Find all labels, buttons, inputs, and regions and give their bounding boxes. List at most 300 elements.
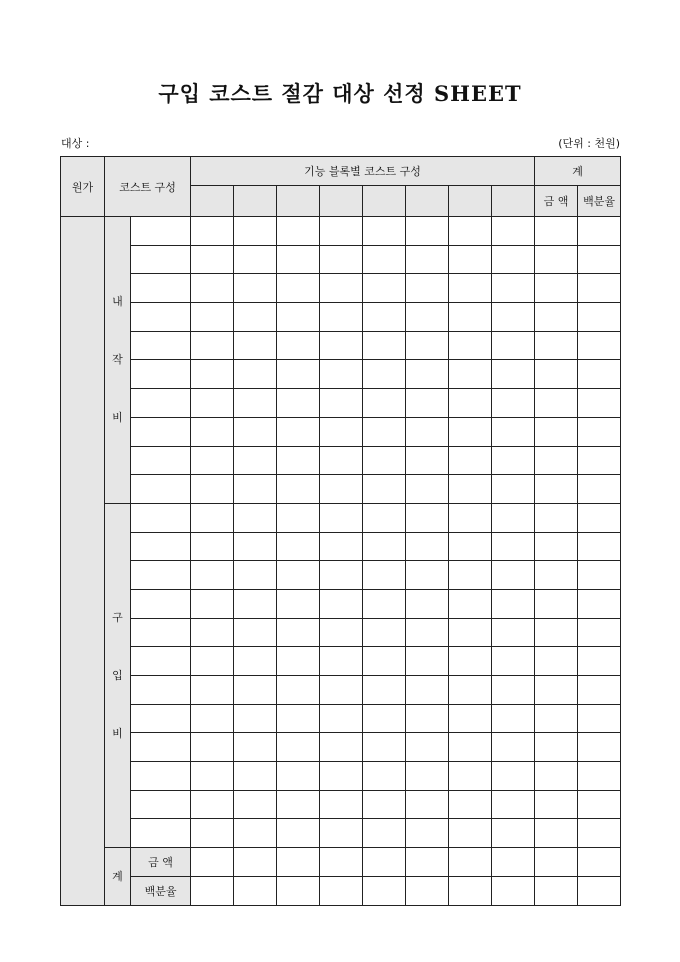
- block-value-cell[interactable]: [277, 417, 320, 446]
- block-value-cell[interactable]: [191, 245, 234, 274]
- block-value-cell[interactable]: [492, 848, 535, 877]
- total-amount-cell[interactable]: [535, 331, 578, 360]
- total-amount-cell[interactable]: [535, 274, 578, 303]
- block-value-cell[interactable]: [363, 446, 406, 475]
- block-value-cell[interactable]: [320, 245, 363, 274]
- table-row: [61, 589, 621, 618]
- item-name-cell[interactable]: [131, 618, 191, 647]
- table-row: [61, 790, 621, 819]
- block-value-cell[interactable]: [320, 417, 363, 446]
- block-value-cell[interactable]: [277, 589, 320, 618]
- total-percentage-cell[interactable]: [578, 331, 621, 360]
- item-name-cell[interactable]: [131, 532, 191, 561]
- block-value-cell[interactable]: [492, 331, 535, 360]
- block-value-cell[interactable]: [234, 245, 277, 274]
- block-value-cell[interactable]: [492, 618, 535, 647]
- block-value-cell[interactable]: [406, 589, 449, 618]
- item-name-cell[interactable]: [131, 475, 191, 504]
- block-value-cell[interactable]: [277, 446, 320, 475]
- block-value-cell[interactable]: [492, 876, 535, 905]
- block-value-cell[interactable]: [320, 360, 363, 389]
- block-value-cell[interactable]: [406, 303, 449, 332]
- block-header-cell[interactable]: [363, 186, 406, 217]
- block-value-cell[interactable]: [406, 389, 449, 418]
- block-value-cell[interactable]: [191, 417, 234, 446]
- block-value-cell[interactable]: [320, 676, 363, 705]
- block-value-cell[interactable]: [277, 762, 320, 791]
- block-value-cell[interactable]: [191, 303, 234, 332]
- total-percentage-cell[interactable]: [578, 618, 621, 647]
- footer-percentage-label: 백분율: [131, 876, 191, 905]
- total-percentage-cell[interactable]: [578, 876, 621, 905]
- item-name-cell[interactable]: [131, 360, 191, 389]
- block-value-cell[interactable]: [320, 532, 363, 561]
- page-title: 구입 코스트 절감 대상 선정 SHEET: [158, 81, 522, 106]
- block-value-cell[interactable]: [449, 503, 492, 532]
- block-value-cell[interactable]: [449, 561, 492, 590]
- block-value-cell[interactable]: [234, 647, 277, 676]
- section-internal: [105, 217, 131, 504]
- block-header-cell[interactable]: [492, 186, 535, 217]
- block-value-cell[interactable]: [492, 647, 535, 676]
- total-amount-cell[interactable]: [535, 217, 578, 246]
- total-amount-cell[interactable]: [535, 475, 578, 504]
- block-value-cell[interactable]: [363, 618, 406, 647]
- block-value-cell[interactable]: [406, 446, 449, 475]
- block-value-cell[interactable]: [234, 733, 277, 762]
- block-value-cell[interactable]: [363, 589, 406, 618]
- block-value-cell[interactable]: [449, 475, 492, 504]
- block-value-cell[interactable]: [406, 217, 449, 246]
- section-char: 작: [112, 352, 123, 366]
- block-value-cell[interactable]: [234, 303, 277, 332]
- item-name-cell[interactable]: [131, 647, 191, 676]
- block-value-cell[interactable]: [320, 274, 363, 303]
- total-amount-cell[interactable]: [535, 790, 578, 819]
- item-name-cell[interactable]: [131, 217, 191, 246]
- block-value-cell[interactable]: [191, 819, 234, 848]
- total-amount-cell[interactable]: [535, 676, 578, 705]
- total-percentage-cell[interactable]: [578, 389, 621, 418]
- table-row: [61, 331, 621, 360]
- block-value-cell[interactable]: [320, 217, 363, 246]
- table-row: [61, 503, 621, 532]
- block-value-cell[interactable]: [234, 217, 277, 246]
- block-value-cell[interactable]: [191, 762, 234, 791]
- block-value-cell[interactable]: [363, 360, 406, 389]
- block-value-cell[interactable]: [277, 790, 320, 819]
- block-value-cell[interactable]: [363, 647, 406, 676]
- table-row: [61, 561, 621, 590]
- block-value-cell[interactable]: [449, 876, 492, 905]
- footer-amount-row: [61, 848, 621, 877]
- item-name-cell[interactable]: [131, 503, 191, 532]
- total-amount-cell[interactable]: [535, 446, 578, 475]
- total-amount-cell[interactable]: [535, 618, 578, 647]
- total-percentage-cell[interactable]: [578, 848, 621, 877]
- item-name-cell[interactable]: [131, 446, 191, 475]
- block-value-cell[interactable]: [191, 217, 234, 246]
- block-value-cell[interactable]: [234, 360, 277, 389]
- total-amount-cell[interactable]: [535, 733, 578, 762]
- block-value-cell[interactable]: [449, 417, 492, 446]
- block-value-cell[interactable]: [449, 360, 492, 389]
- block-value-cell[interactable]: [234, 475, 277, 504]
- block-value-cell[interactable]: [449, 762, 492, 791]
- block-value-cell[interactable]: [449, 848, 492, 877]
- block-value-cell[interactable]: [449, 331, 492, 360]
- block-value-cell[interactable]: [234, 274, 277, 303]
- total-amount-cell[interactable]: [535, 647, 578, 676]
- total-amount-cell[interactable]: [535, 704, 578, 733]
- total-percentage-cell[interactable]: [578, 704, 621, 733]
- block-value-cell[interactable]: [320, 647, 363, 676]
- block-value-cell[interactable]: [363, 704, 406, 733]
- header-amount: 금 액: [535, 186, 578, 217]
- block-value-cell[interactable]: [406, 503, 449, 532]
- block-value-cell[interactable]: [492, 274, 535, 303]
- block-value-cell[interactable]: [363, 217, 406, 246]
- block-value-cell[interactable]: [492, 704, 535, 733]
- block-value-cell[interactable]: [320, 389, 363, 418]
- block-value-cell[interactable]: [234, 446, 277, 475]
- block-value-cell[interactable]: [234, 618, 277, 647]
- block-value-cell[interactable]: [191, 733, 234, 762]
- block-value-cell[interactable]: [449, 676, 492, 705]
- table-row: [61, 217, 621, 246]
- section-total: 계: [105, 848, 131, 905]
- block-value-cell[interactable]: [406, 647, 449, 676]
- block-value-cell[interactable]: [191, 475, 234, 504]
- block-value-cell[interactable]: [449, 217, 492, 246]
- total-percentage-cell[interactable]: [578, 475, 621, 504]
- block-value-cell[interactable]: [363, 475, 406, 504]
- block-value-cell[interactable]: [320, 733, 363, 762]
- block-value-cell[interactable]: [320, 790, 363, 819]
- block-value-cell[interactable]: [191, 561, 234, 590]
- block-value-cell[interactable]: [234, 762, 277, 791]
- block-header-cell[interactable]: [449, 186, 492, 217]
- table-row: [61, 704, 621, 733]
- block-value-cell[interactable]: [277, 647, 320, 676]
- block-value-cell[interactable]: [277, 475, 320, 504]
- block-value-cell[interactable]: [277, 532, 320, 561]
- block-value-cell[interactable]: [234, 676, 277, 705]
- block-header-cell[interactable]: [277, 186, 320, 217]
- block-value-cell[interactable]: [363, 303, 406, 332]
- block-value-cell[interactable]: [363, 532, 406, 561]
- section-purchase: [105, 503, 131, 847]
- block-value-cell[interactable]: [234, 503, 277, 532]
- block-value-cell[interactable]: [449, 704, 492, 733]
- block-value-cell[interactable]: [363, 503, 406, 532]
- total-amount-cell[interactable]: [535, 762, 578, 791]
- block-value-cell[interactable]: [320, 819, 363, 848]
- block-value-cell[interactable]: [406, 245, 449, 274]
- total-amount-cell[interactable]: [535, 245, 578, 274]
- block-value-cell[interactable]: [449, 589, 492, 618]
- block-value-cell[interactable]: [406, 331, 449, 360]
- total-percentage-cell[interactable]: [578, 360, 621, 389]
- total-percentage-cell[interactable]: [578, 446, 621, 475]
- item-name-cell[interactable]: [131, 589, 191, 618]
- block-value-cell[interactable]: [406, 561, 449, 590]
- block-value-cell[interactable]: [406, 762, 449, 791]
- total-percentage-cell[interactable]: [578, 589, 621, 618]
- total-percentage-cell[interactable]: [578, 217, 621, 246]
- block-value-cell[interactable]: [277, 676, 320, 705]
- block-value-cell[interactable]: [277, 303, 320, 332]
- total-percentage-cell[interactable]: [578, 532, 621, 561]
- block-header-cell[interactable]: [234, 186, 277, 217]
- block-value-cell[interactable]: [406, 475, 449, 504]
- item-name-cell[interactable]: [131, 790, 191, 819]
- block-value-cell[interactable]: [320, 618, 363, 647]
- header-cost: 원가: [61, 157, 105, 217]
- block-value-cell[interactable]: [320, 589, 363, 618]
- section-char: 구: [112, 610, 123, 624]
- block-value-cell[interactable]: [277, 217, 320, 246]
- block-value-cell[interactable]: [492, 589, 535, 618]
- block-value-cell[interactable]: [406, 790, 449, 819]
- block-value-cell[interactable]: [320, 704, 363, 733]
- block-value-cell[interactable]: [277, 561, 320, 590]
- total-amount-cell[interactable]: [535, 303, 578, 332]
- block-value-cell[interactable]: [406, 676, 449, 705]
- item-name-cell[interactable]: [131, 733, 191, 762]
- total-percentage-cell[interactable]: [578, 503, 621, 532]
- block-value-cell[interactable]: [406, 360, 449, 389]
- total-percentage-cell[interactable]: [578, 733, 621, 762]
- block-value-cell[interactable]: [449, 532, 492, 561]
- item-name-cell[interactable]: [131, 274, 191, 303]
- block-value-cell[interactable]: [492, 417, 535, 446]
- total-percentage-cell[interactable]: [578, 819, 621, 848]
- block-value-cell[interactable]: [363, 676, 406, 705]
- block-value-cell[interactable]: [234, 704, 277, 733]
- block-value-cell[interactable]: [234, 532, 277, 561]
- block-value-cell[interactable]: [320, 475, 363, 504]
- block-value-cell[interactable]: [492, 389, 535, 418]
- block-value-cell[interactable]: [363, 561, 406, 590]
- block-value-cell[interactable]: [320, 762, 363, 791]
- block-value-cell[interactable]: [449, 733, 492, 762]
- block-value-cell[interactable]: [191, 532, 234, 561]
- block-value-cell[interactable]: [191, 704, 234, 733]
- item-name-cell[interactable]: [131, 331, 191, 360]
- block-value-cell[interactable]: [191, 446, 234, 475]
- block-value-cell[interactable]: [234, 589, 277, 618]
- block-value-cell[interactable]: [234, 389, 277, 418]
- item-name-cell[interactable]: [131, 676, 191, 705]
- block-value-cell[interactable]: [320, 848, 363, 877]
- total-amount-cell[interactable]: [535, 876, 578, 905]
- total-percentage-cell[interactable]: [578, 762, 621, 791]
- total-amount-cell[interactable]: [535, 819, 578, 848]
- block-value-cell[interactable]: [277, 274, 320, 303]
- block-value-cell[interactable]: [363, 389, 406, 418]
- block-value-cell[interactable]: [277, 876, 320, 905]
- block-value-cell[interactable]: [320, 876, 363, 905]
- block-value-cell[interactable]: [492, 819, 535, 848]
- block-value-cell[interactable]: [449, 647, 492, 676]
- block-value-cell[interactable]: [191, 360, 234, 389]
- block-header-cell[interactable]: [406, 186, 449, 217]
- total-amount-cell[interactable]: [535, 360, 578, 389]
- block-value-cell[interactable]: [492, 561, 535, 590]
- total-amount-cell[interactable]: [535, 848, 578, 877]
- total-percentage-cell[interactable]: [578, 274, 621, 303]
- block-value-cell[interactable]: [449, 618, 492, 647]
- table-row: [61, 618, 621, 647]
- block-header-cell[interactable]: [191, 186, 234, 217]
- block-value-cell[interactable]: [191, 876, 234, 905]
- item-name-cell[interactable]: [131, 417, 191, 446]
- block-value-cell[interactable]: [277, 331, 320, 360]
- block-value-cell[interactable]: [234, 331, 277, 360]
- block-value-cell[interactable]: [406, 417, 449, 446]
- total-percentage-cell[interactable]: [578, 790, 621, 819]
- block-value-cell[interactable]: [191, 676, 234, 705]
- total-percentage-cell[interactable]: [578, 303, 621, 332]
- block-value-cell[interactable]: [406, 704, 449, 733]
- block-value-cell[interactable]: [492, 446, 535, 475]
- block-value-cell[interactable]: [363, 331, 406, 360]
- block-value-cell[interactable]: [191, 503, 234, 532]
- block-value-cell[interactable]: [492, 360, 535, 389]
- block-value-cell[interactable]: [234, 790, 277, 819]
- block-value-cell[interactable]: [492, 503, 535, 532]
- block-value-cell[interactable]: [320, 331, 363, 360]
- item-name-cell[interactable]: [131, 561, 191, 590]
- item-name-cell[interactable]: [131, 819, 191, 848]
- block-value-cell[interactable]: [277, 618, 320, 647]
- block-value-cell[interactable]: [406, 733, 449, 762]
- block-value-cell[interactable]: [277, 245, 320, 274]
- total-amount-cell[interactable]: [535, 532, 578, 561]
- block-value-cell[interactable]: [363, 762, 406, 791]
- block-value-cell[interactable]: [406, 532, 449, 561]
- block-value-cell[interactable]: [191, 331, 234, 360]
- block-value-cell[interactable]: [492, 303, 535, 332]
- block-value-cell[interactable]: [191, 274, 234, 303]
- item-name-cell[interactable]: [131, 245, 191, 274]
- block-value-cell[interactable]: [363, 274, 406, 303]
- block-value-cell[interactable]: [492, 733, 535, 762]
- block-value-cell[interactable]: [320, 303, 363, 332]
- block-value-cell[interactable]: [406, 274, 449, 303]
- table-row: [61, 303, 621, 332]
- block-value-cell[interactable]: [363, 733, 406, 762]
- total-percentage-cell[interactable]: [578, 647, 621, 676]
- block-value-cell[interactable]: [277, 704, 320, 733]
- table-row: [61, 446, 621, 475]
- block-value-cell[interactable]: [406, 848, 449, 877]
- block-value-cell[interactable]: [234, 876, 277, 905]
- item-name-cell[interactable]: [131, 303, 191, 332]
- block-value-cell[interactable]: [363, 876, 406, 905]
- total-amount-cell[interactable]: [535, 417, 578, 446]
- block-value-cell[interactable]: [363, 417, 406, 446]
- item-name-cell[interactable]: [131, 704, 191, 733]
- block-value-cell[interactable]: [449, 790, 492, 819]
- block-value-cell[interactable]: [406, 819, 449, 848]
- block-value-cell[interactable]: [234, 848, 277, 877]
- item-name-cell[interactable]: [131, 762, 191, 791]
- block-value-cell[interactable]: [449, 819, 492, 848]
- footer-percentage-row: [61, 876, 621, 905]
- block-value-cell[interactable]: [277, 360, 320, 389]
- block-value-cell[interactable]: [234, 561, 277, 590]
- block-value-cell[interactable]: [277, 733, 320, 762]
- section-char: 비: [112, 410, 123, 424]
- table-row: [61, 389, 621, 418]
- table-row: [61, 647, 621, 676]
- block-value-cell[interactable]: [234, 819, 277, 848]
- block-value-cell[interactable]: [492, 475, 535, 504]
- table-row: [61, 274, 621, 303]
- cost-column-cell: [61, 217, 105, 906]
- block-value-cell[interactable]: [449, 303, 492, 332]
- block-value-cell[interactable]: [406, 876, 449, 905]
- block-value-cell[interactable]: [449, 389, 492, 418]
- block-value-cell[interactable]: [191, 389, 234, 418]
- block-value-cell[interactable]: [492, 245, 535, 274]
- block-value-cell[interactable]: [363, 790, 406, 819]
- block-value-cell[interactable]: [191, 589, 234, 618]
- block-value-cell[interactable]: [492, 676, 535, 705]
- block-value-cell[interactable]: [191, 848, 234, 877]
- block-value-cell[interactable]: [234, 417, 277, 446]
- block-value-cell[interactable]: [449, 274, 492, 303]
- header-row-1: [61, 157, 621, 186]
- block-value-cell[interactable]: [320, 561, 363, 590]
- total-percentage-cell[interactable]: [578, 561, 621, 590]
- block-value-cell[interactable]: [363, 245, 406, 274]
- block-value-cell[interactable]: [191, 618, 234, 647]
- item-name-cell[interactable]: [131, 389, 191, 418]
- block-value-cell[interactable]: [492, 762, 535, 791]
- block-value-cell[interactable]: [492, 217, 535, 246]
- total-amount-cell[interactable]: [535, 503, 578, 532]
- block-value-cell[interactable]: [492, 532, 535, 561]
- block-value-cell[interactable]: [406, 618, 449, 647]
- block-value-cell[interactable]: [191, 647, 234, 676]
- block-value-cell[interactable]: [320, 446, 363, 475]
- block-value-cell[interactable]: [277, 848, 320, 877]
- block-value-cell[interactable]: [320, 503, 363, 532]
- block-header-cell[interactable]: [320, 186, 363, 217]
- total-percentage-cell[interactable]: [578, 417, 621, 446]
- block-value-cell[interactable]: [277, 819, 320, 848]
- block-value-cell[interactable]: [449, 245, 492, 274]
- block-value-cell[interactable]: [492, 790, 535, 819]
- header-percentage: 백분율: [578, 186, 621, 217]
- table-row: [61, 762, 621, 791]
- block-value-cell[interactable]: [449, 446, 492, 475]
- block-value-cell[interactable]: [277, 389, 320, 418]
- total-amount-cell[interactable]: [535, 561, 578, 590]
- block-value-cell[interactable]: [277, 503, 320, 532]
- total-percentage-cell[interactable]: [578, 245, 621, 274]
- total-percentage-cell[interactable]: [578, 676, 621, 705]
- block-value-cell[interactable]: [363, 819, 406, 848]
- total-amount-cell[interactable]: [535, 389, 578, 418]
- table-row: [61, 819, 621, 848]
- block-value-cell[interactable]: [363, 848, 406, 877]
- total-amount-cell[interactable]: [535, 589, 578, 618]
- block-value-cell[interactable]: [191, 790, 234, 819]
